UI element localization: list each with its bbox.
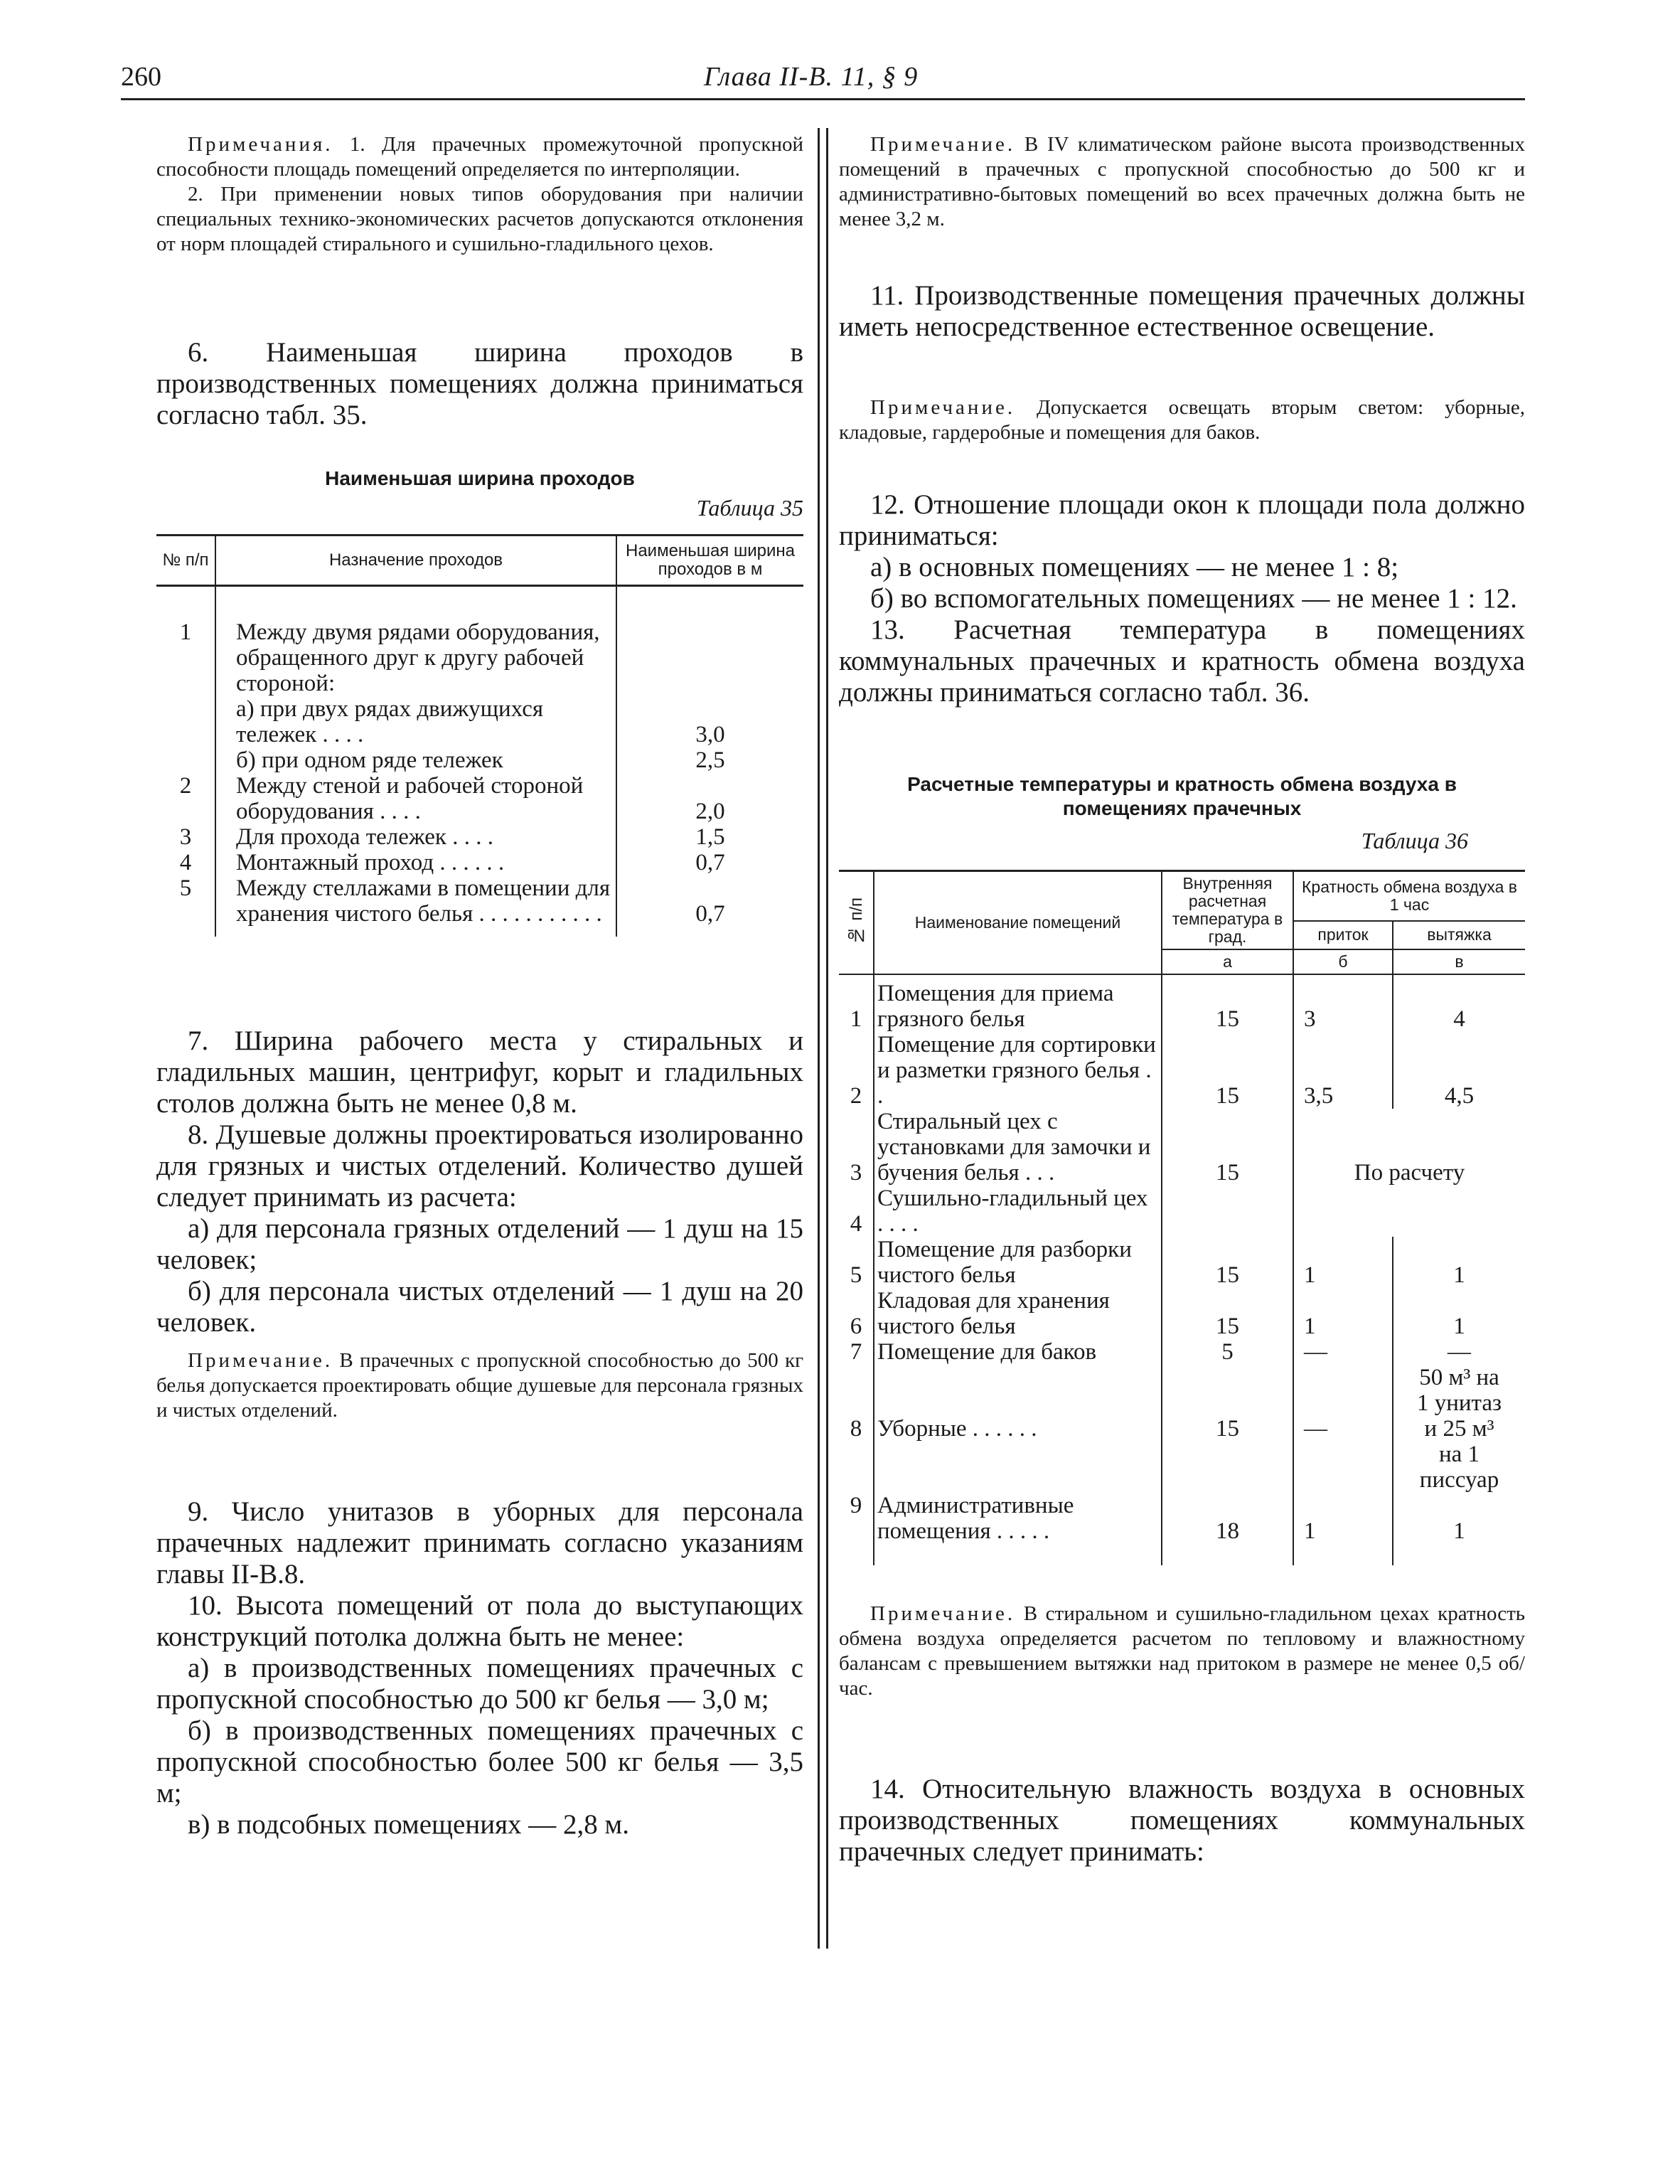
note-paragraph-2: Примечание. В прачечных с пропускной способностью до 500 кг белья допускается проектировать общие душевые для персонала грязных и чистых отделений. <box>156 1349 804 1422</box>
row-num <box>156 696 215 747</box>
paragraph-10c: в) в подсобных помещениях — 2,8 м. <box>188 1809 629 1840</box>
col-header-width: Наименьшая ширина проходов в м <box>616 536 803 586</box>
row-text: Для прохода тележек . . . . <box>215 824 616 850</box>
row-text: Между двумя рядами оборудования, обращенного друг к другу рабочей стороной: <box>215 586 616 697</box>
col-header-temp: Внутренняя расчетная температура в град. <box>1162 871 1293 950</box>
paragraphs-7-8 <box>156 1026 803 1338</box>
note-paragraph: 2. При применении новых типов оборудования при наличии специальных технико-экономических расчетов допускаются отклонения от норм площадей стирального и сушильно-гладильного цехов. <box>156 183 803 255</box>
col-header-exhaust: вытяжка <box>1393 921 1525 950</box>
table-label: Таблица 35 <box>696 495 803 521</box>
row-value: 2,5 <box>616 747 803 773</box>
paragraph-12: 12. Отношение площади окон к площади пола должно приниматься: <box>839 489 1525 551</box>
col-letter-v: в <box>1393 949 1525 974</box>
paragraph-7: 7. Ширина рабочего места у стиральных и гладильных машин, центрифуг, корыт и гладильных столов должна быть не менее 0,8 м. <box>156 1026 803 1119</box>
col-letter-b: б <box>1293 949 1393 974</box>
paragraph-14: 14. Относительную влажность воздуха в основных производственных помещениях коммунальных прачечных следует принимать: <box>839 1774 1525 1867</box>
column-divider <box>818 128 828 1949</box>
row-value: 3,0 <box>616 696 803 747</box>
row-value: 0,7 <box>616 875 803 937</box>
table-label: Таблица 36 <box>1361 828 1468 853</box>
paragraphs-12-13 <box>839 489 1525 708</box>
table-row: 5 Помещение для разборки чистого белья 15 1 1 <box>839 1237 1525 1288</box>
paragraph-10a: а) в производственных помещениях прачечных с пропускной способностью до 500 кг белья — 3,0 м; <box>156 1653 803 1715</box>
row-num: 1 <box>179 619 192 645</box>
row-value: 0,7 <box>616 850 803 875</box>
paragraph-12b: б) во вспомогательных помещениях — не менее 1 : 12. <box>870 583 1517 614</box>
notes-block-1 <box>156 132 803 257</box>
col-header-exchange: Кратность обмена воздуха в 1 час <box>1293 871 1525 921</box>
table-row: 1 Помещения для приема грязного белья 15 3 4 <box>839 981 1525 1032</box>
table-title: Наименьшая ширина проходов <box>325 467 635 489</box>
header-rule <box>121 98 1525 100</box>
paragraphs-9-10 <box>156 1496 803 1841</box>
table-row: 4 Сушильно-гладильный цех . . . . <box>839 1186 1525 1237</box>
paragraph-8: 8. Душевые должны проектироваться изолированно для грязных и чистых отделений. Количество душей следует принимать из расчета: <box>156 1119 803 1213</box>
paragraph-11: 11. Производственные помещения прачечных должны иметь непосредственное естественное освещение. <box>839 280 1525 342</box>
note-paragraph-5: Примечание. В стиральном и сушильно-гладильном цехах кратность обмена воздуха определяется расчетом по тепловому и влажностному балансам с превышением вытяжки над притоком в размере не менее 0,5 об/час. <box>839 1602 1526 1700</box>
table-title: Расчетные температуры и кратность обмена воздуха в помещениях прачечных <box>907 773 1457 819</box>
table-row: 8 Уборные . . . . . . 15 — 50 м³ на 1 унитаз и 25 м³ на 1 писсуар <box>839 1365 1525 1493</box>
row-num <box>156 747 215 773</box>
page-number: 260 <box>121 62 161 92</box>
merged-value: По расчету <box>1354 1160 1465 1186</box>
col-header-num: № п/п <box>839 871 874 975</box>
note-paragraph: Примечания. 1. Для прачечных промежуточной пропускной способности площадь помещений определяется по интерполяции. <box>156 133 804 181</box>
row-value: 2,0 <box>616 773 803 824</box>
table-row: 6 Кладовая для хранения чистого белья 15 1 1 <box>839 1288 1525 1339</box>
col-header-purpose: Назначение проходов <box>215 536 616 586</box>
paragraph-10b: б) в производственных помещениях прачечных с пропускной способностью более 500 кг белья — 3,5 м; <box>156 1715 803 1809</box>
table-35-section <box>156 467 803 937</box>
table-35 <box>156 534 803 937</box>
row-num: 2 <box>179 773 192 799</box>
paragraph-12a: а) в основных помещениях — не менее 1 : 8; <box>870 552 1399 582</box>
running-head: Глава II-В. 11, § 9 <box>704 62 919 92</box>
paragraph-9: 9. Число унитазов в уборных для персонала прачечных надлежит принимать согласно указаниям главы II-В.8. <box>156 1496 803 1589</box>
col-letter-a: а <box>1162 949 1293 974</box>
row-text: б) при одном ряде тележек <box>215 747 616 773</box>
table-row: 7 Помещение для баков 5 — — <box>839 1339 1525 1365</box>
row-value <box>616 586 803 697</box>
row-text: Монтажный проход . . . . . . <box>215 850 616 875</box>
table-row: 2 Помещение для сортировки и разметки грязного белья . . 15 3,5 4,5 <box>839 1032 1525 1109</box>
note-paragraph-4: Примечание. Допускается освещать вторым светом: уборные, кладовые, гардеробные и помещения для баков. <box>839 396 1526 444</box>
note-paragraph-3: Примечание. В IV климатическом районе высота производственных помещений в прачечных с пропускной способностью до 500 кг и административно-бытовых помещений во всех прачечных должна быть не менее 3,2 м. <box>839 133 1526 230</box>
row-num: 3 <box>179 824 192 850</box>
row-text: Между стеной и рабочей стороной оборудования . . . . <box>215 773 616 824</box>
paragraph-6: 6. Наименьшая ширина проходов в производственных помещениях должна приниматься согласно табл. 35. <box>156 337 803 430</box>
row-num: 4 <box>179 850 192 875</box>
page-header <box>121 61 1525 98</box>
col-header-intake: приток <box>1293 921 1393 950</box>
paragraph-8b: б) для персонала чистых отделений — 1 душ на 20 человек. <box>156 1276 803 1338</box>
paragraph-8a: а) для персонала грязных отделений — 1 душ на 15 человек; <box>156 1213 803 1275</box>
row-num: 5 <box>179 875 192 901</box>
col-header-num: № п/п <box>156 536 215 586</box>
table-36 <box>839 870 1525 1565</box>
row-value: 1,5 <box>616 824 803 850</box>
col-header-name: Наименование помещений <box>874 871 1162 975</box>
row-text: Между стеллажами в помещении для хранения чистого белья . . . . . . . . . . . <box>215 875 616 937</box>
table-row: 3 Стиральный цех с установками для замочки и бучения белья . . . 15 По расчету <box>839 1109 1525 1186</box>
paragraph-13: 13. Расчетная температура в помещениях коммунальных прачечных и кратность обмена воздуха должны приниматься согласно табл. 36. <box>839 614 1525 708</box>
table-row: 9 Административные помещения . . . . . 18 1 1 <box>839 1493 1525 1544</box>
paragraph-10: 10. Высота помещений от пола до выступающих конструкций потолка должна быть не менее: <box>156 1590 803 1652</box>
table-36-section <box>839 772 1525 1565</box>
row-text: а) при двух рядах движущихся тележек . . . . <box>215 696 616 747</box>
